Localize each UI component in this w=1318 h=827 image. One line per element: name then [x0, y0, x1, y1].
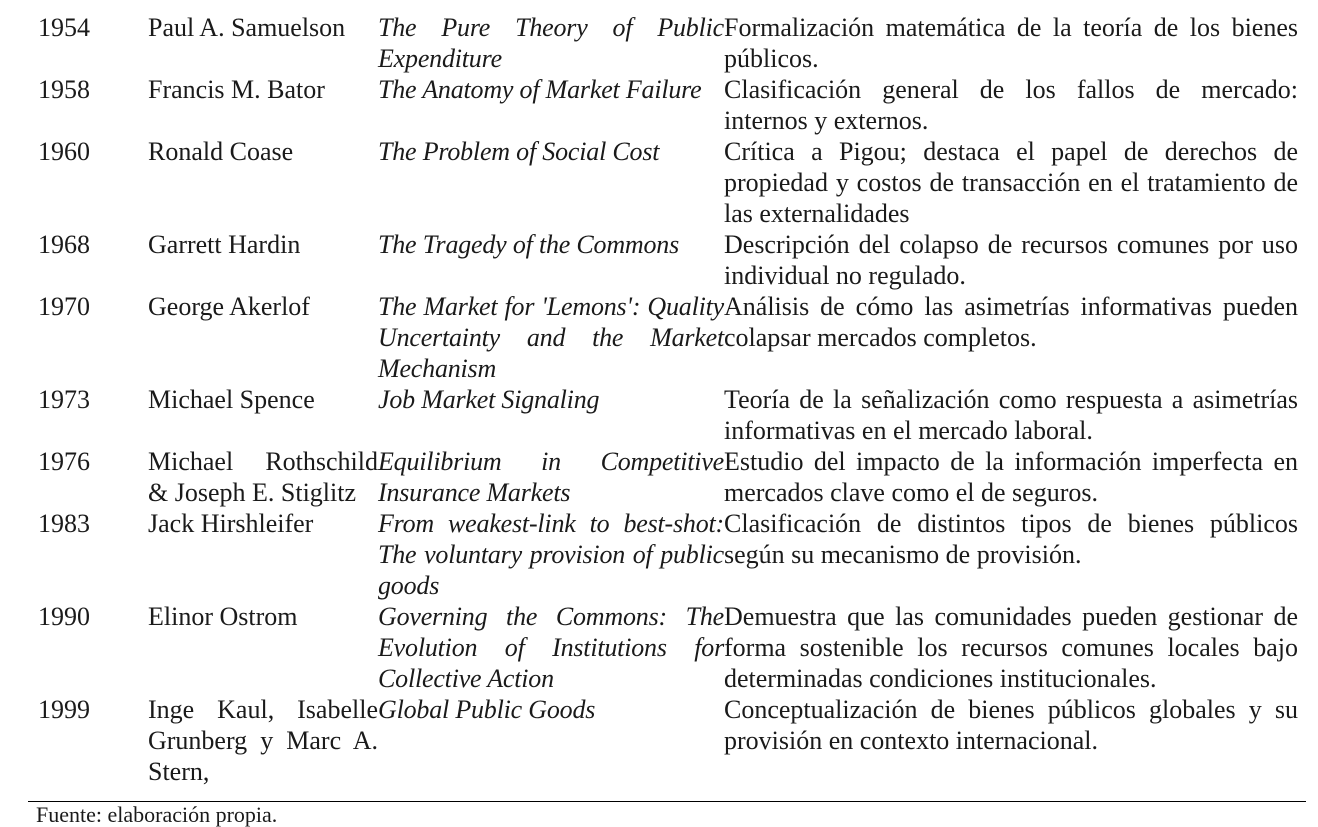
literature-table [38, 12, 1298, 787]
table-row [38, 694, 1298, 787]
title-cell: Governing the Commons: The Evolution of Institutions for Collective Action [378, 602, 724, 693]
author-cell: Paul A. Samuelson [148, 13, 346, 42]
table-row [38, 601, 1298, 694]
title-cell: The Tragedy of the Commons [378, 230, 680, 259]
author-cell: Michael Spence [148, 385, 315, 414]
description-cell: Crítica a Pigou; destaca el papel de derechos de propiedad y costos de transacción en el tratamiento de las externalidades [724, 137, 1298, 228]
author-cell: Inge Kaul, Isabelle Grunberg y Marc A. Stern, [148, 695, 378, 786]
year-cell: 1983 [38, 509, 90, 538]
year-cell: 1999 [38, 695, 90, 724]
table-row [38, 74, 1298, 136]
title-cell: From weakest-link to best-shot: The voluntary provision of public goods [378, 509, 724, 600]
title-cell: Job Market Signaling [378, 385, 600, 414]
year-cell: 1970 [38, 292, 90, 321]
description-cell: Descripción del colapso de recursos comunes por uso individual no regulado. [724, 230, 1298, 290]
author-cell: Francis M. Bator [148, 75, 325, 104]
year-cell: 1990 [38, 602, 90, 631]
author-cell: Jack Hirshleifer [148, 509, 314, 538]
description-cell: Análisis de cómo las asimetrías informativas pueden colapsar mercados completos. [724, 292, 1298, 352]
description-cell: Estudio del impacto de la información imperfecta en mercados clave como el de seguros. [724, 447, 1298, 507]
title-cell: Equilibrium in Competitive Insurance Markets [378, 447, 724, 507]
literature-table-body [38, 12, 1298, 787]
table-row [38, 508, 1298, 601]
year-cell: 1973 [38, 385, 90, 414]
table-row [38, 136, 1298, 229]
description-cell: Clasificación de distintos tipos de bienes públicos según su mecanismo de provisión. [724, 509, 1298, 569]
table-row [38, 291, 1298, 384]
description-cell: Clasificación general de los fallos de mercado: internos y externos. [724, 75, 1298, 135]
table-row [38, 446, 1298, 508]
source-note: Fuente: elaboración propia. [36, 802, 278, 827]
description-cell: Teoría de la señalización como respuesta a asimetrías informativas en el mercado laboral. [724, 385, 1298, 445]
description-cell: Formalización matemática de la teoría de los bienes públicos. [724, 13, 1298, 73]
author-cell: Elinor Ostrom [148, 602, 298, 631]
title-cell: The Anatomy of Market Failure [378, 75, 702, 104]
author-cell: George Akerlof [148, 292, 310, 321]
author-cell: Michael Rothschild & Joseph E. Stiglitz [148, 447, 378, 507]
title-cell: The Market for 'Lemons': Quality Uncertainty and the Market Mechanism [378, 292, 724, 383]
title-cell: Global Public Goods [378, 695, 596, 724]
year-cell: 1976 [38, 447, 90, 476]
table-row [38, 12, 1298, 74]
year-cell: 1958 [38, 75, 90, 104]
year-cell: 1968 [38, 230, 90, 259]
year-cell: 1954 [38, 13, 90, 42]
description-cell: Conceptualización de bienes públicos globales y su provisión en contexto internacional. [724, 695, 1298, 755]
table-row [38, 384, 1298, 446]
description-cell: Demuestra que las comunidades pueden gestionar de forma sostenible los recursos comunes locales bajo determinadas condiciones institucionales. [724, 602, 1298, 693]
author-cell: Ronald Coase [148, 137, 294, 166]
table-row [38, 229, 1298, 291]
title-cell: The Pure Theory of Public Expenditure [378, 13, 724, 73]
title-cell: The Problem of Social Cost [378, 137, 660, 166]
year-cell: 1960 [38, 137, 90, 166]
author-cell: Garrett Hardin [148, 230, 301, 259]
